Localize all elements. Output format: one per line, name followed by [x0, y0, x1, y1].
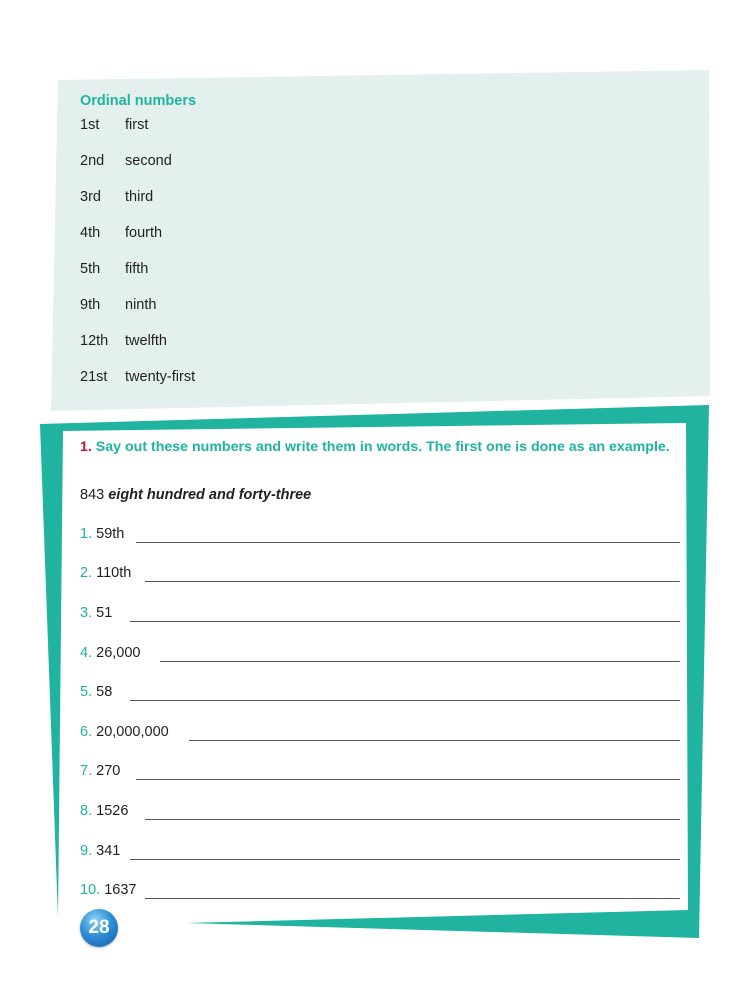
ordinal-word: fifth	[125, 261, 149, 277]
ordinal-word: fourth	[125, 225, 163, 241]
instruction-text: Say out these numbers and write them in words. The first one is done as an example.	[95, 439, 670, 455]
question-value: 1637	[104, 882, 137, 898]
ordinal-word: third	[125, 189, 154, 205]
answer-line[interactable]	[136, 779, 680, 780]
question-index: 7.	[80, 763, 93, 779]
question-index: 1.	[80, 526, 93, 542]
question-label	[80, 526, 124, 542]
question-value: 58	[96, 684, 113, 700]
question-row	[80, 565, 680, 585]
answer-line[interactable]	[145, 898, 680, 899]
question-row	[80, 684, 680, 704]
ordinal-number: 2nd	[80, 153, 105, 169]
question-label	[80, 684, 112, 700]
question-value: 26,000	[96, 645, 141, 661]
question-label	[80, 843, 120, 859]
question-row	[80, 843, 680, 863]
answer-line[interactable]	[136, 542, 680, 543]
ordinal-number: 1st	[80, 117, 100, 133]
answer-line[interactable]	[130, 621, 680, 622]
page-number-badge: 28	[80, 909, 118, 947]
ordinal-number: 9th	[80, 297, 101, 313]
question-row	[80, 882, 680, 902]
question-row	[80, 763, 680, 783]
answer-line[interactable]	[130, 700, 680, 701]
question-label	[80, 645, 140, 661]
question-value: 341	[96, 843, 121, 859]
question-label	[80, 565, 131, 581]
answer-line[interactable]	[130, 859, 680, 860]
answer-line[interactable]	[145, 819, 680, 820]
ordinal-number: 4th	[80, 225, 101, 241]
question-index: 2.	[80, 565, 93, 581]
question-value: 270	[96, 763, 121, 779]
question-index: 8.	[80, 803, 93, 819]
ordinal-number: 5th	[80, 261, 101, 277]
answer-line[interactable]	[145, 581, 680, 582]
question-value: 1526	[96, 803, 129, 819]
question-row	[80, 526, 680, 546]
ordinal-word: first	[125, 117, 149, 133]
question-row	[80, 724, 680, 744]
example-number: 843	[80, 487, 105, 503]
question-label	[80, 605, 112, 621]
answer-line[interactable]	[160, 661, 680, 662]
ordinal-word: ninth	[125, 297, 157, 313]
exercise-number: 1.	[80, 439, 92, 455]
question-value: 20,000,000	[96, 724, 169, 740]
question-row	[80, 803, 680, 823]
question-index: 4.	[80, 645, 93, 661]
question-row	[80, 645, 680, 665]
exercise-instruction	[80, 439, 670, 455]
question-value: 51	[96, 605, 113, 621]
question-label	[80, 763, 120, 779]
question-value: 110th	[96, 565, 132, 581]
question-row	[80, 605, 680, 625]
question-label	[80, 882, 136, 898]
question-index: 9.	[80, 843, 93, 859]
question-index: 5.	[80, 684, 93, 700]
ordinal-number: 21st	[80, 369, 108, 385]
question-label	[80, 803, 128, 819]
question-index: 6.	[80, 724, 93, 740]
question-label	[80, 724, 169, 740]
ordinal-title: Ordinal numbers	[80, 93, 197, 109]
worked-example	[80, 487, 311, 503]
example-answer: eight hundred and forty-three	[108, 487, 312, 503]
ordinal-number: 3rd	[80, 189, 101, 205]
answer-line[interactable]	[189, 740, 680, 741]
question-value: 59th	[96, 526, 125, 542]
question-index: 10.	[80, 882, 101, 898]
ordinal-word: twelfth	[125, 333, 167, 349]
ordinal-word: second	[125, 153, 172, 169]
question-index: 3.	[80, 605, 93, 621]
ordinal-word: twenty-first	[125, 369, 196, 385]
ordinal-number: 12th	[80, 333, 109, 349]
